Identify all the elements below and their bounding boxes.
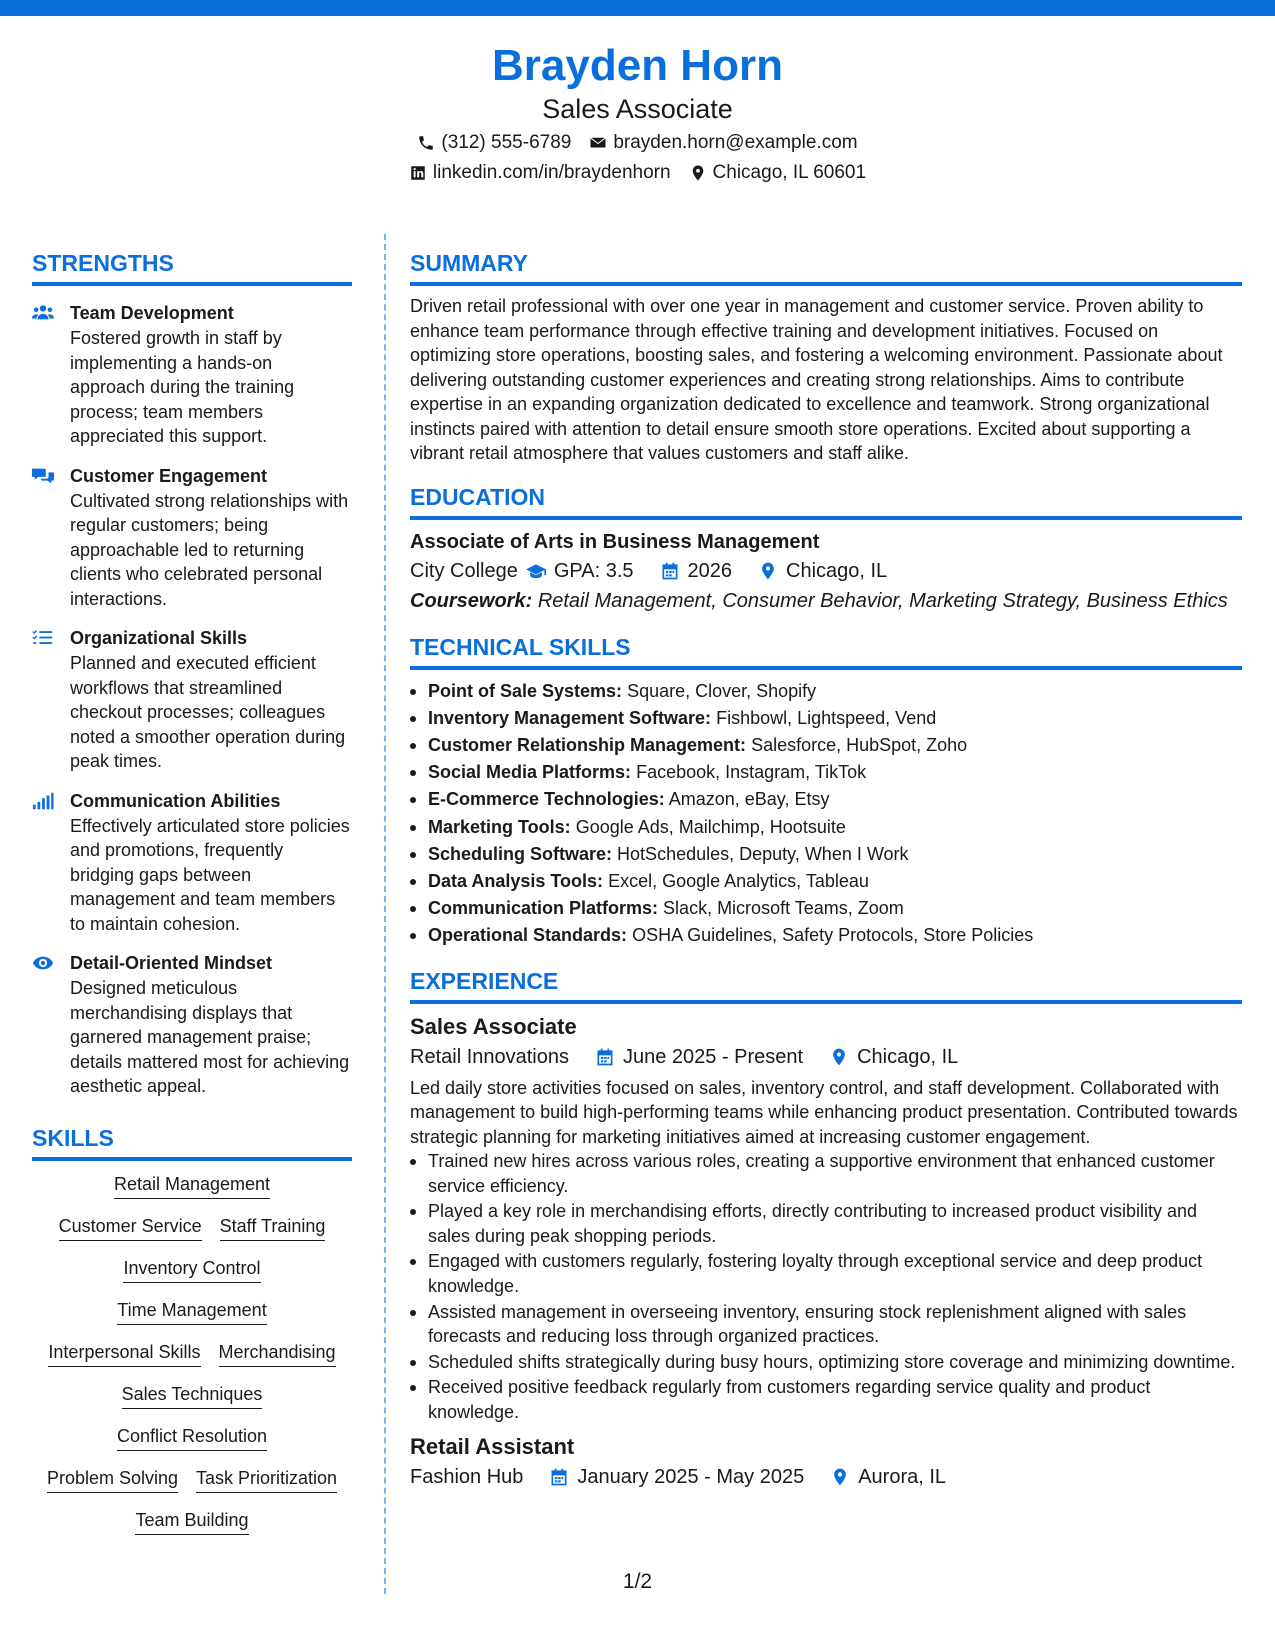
skill-tag: Problem Solving [47, 1465, 178, 1493]
location-text: Chicago, IL 60601 [712, 162, 867, 183]
skill-tag: Conflict Resolution [117, 1423, 267, 1451]
strength-title: Detail-Oriented Mindset [70, 953, 273, 973]
map-pin-icon [758, 561, 778, 581]
list-item: Scheduled shifts strategically during busy hours, optimizing store coverage and minimizing downtime. [410, 1350, 1242, 1375]
contact-row-1 [0, 130, 1275, 156]
email-text: brayden.horn@example.com [613, 132, 858, 153]
job-location: Aurora, IL [858, 1466, 947, 1489]
education-heading: EDUCATION [410, 482, 1242, 520]
list-item [410, 814, 1242, 841]
skill-tag: Customer Service [59, 1213, 202, 1241]
eye-icon [32, 953, 54, 973]
job-location: Chicago, IL [857, 1045, 959, 1068]
strength-desc: Effectively articulated store policies and promotions, frequently bridging gaps between management and team members to maintain cohesion. [70, 815, 350, 934]
linkedin-text: linkedin.com/in/braydenhorn [432, 162, 671, 183]
skills-list [32, 1171, 352, 1535]
education-year: 2026 [687, 559, 732, 582]
strength-item [32, 950, 352, 1099]
tech-skill-value: Square, Clover, Shopify [627, 680, 817, 701]
strength-title: Organizational Skills [70, 628, 248, 648]
technical-skills-heading: TECHNICAL SKILLS [410, 632, 1242, 670]
job-company: Retail Innovations [410, 1045, 569, 1068]
chat-icon [32, 466, 54, 486]
envelope-icon [589, 134, 607, 152]
contact-location [689, 160, 867, 186]
skills-heading: SKILLS [32, 1123, 352, 1161]
tech-skill-label: E-Commerce Technologies: [428, 789, 665, 810]
contact-phone[interactable] [417, 130, 571, 156]
skill-tag: Sales Techniques [122, 1381, 263, 1409]
tech-skill-label: Scheduling Software: [428, 843, 613, 864]
job-description: Led daily store activities focused on sales, inventory control, and staff development. Collaborated with management to build high-performing teams while enhancing product presentation. Contributed towards strategic planning for marketing initiatives aimed at increasing customer engagement. [410, 1077, 1238, 1147]
list-check-icon [32, 628, 54, 648]
technical-skills-list [410, 678, 1242, 950]
calendar-icon [595, 1047, 615, 1067]
tech-skill-value: Fishbowl, Lightspeed, Vend [716, 707, 937, 728]
graduation-cap-icon [526, 561, 546, 581]
list-item [410, 868, 1242, 895]
strength-desc: Fostered growth in staff by implementing a hands-on approach during the training process; team members appreciated this support. [70, 328, 295, 446]
strength-desc: Cultivated strong relationships with regular customers; being approachable led to returning clients who celebrated personal interactions. [70, 490, 349, 609]
tech-skill-value: HotSchedules, Deputy, When I Work [617, 843, 909, 864]
tech-skill-value: Google Ads, Mailchimp, Hootsuite [575, 816, 846, 837]
skill-tag: Inventory Control [123, 1255, 260, 1283]
phone-icon [417, 134, 435, 152]
tech-skill-label: Social Media Platforms: [428, 762, 632, 783]
top-accent-bar [0, 0, 1275, 16]
tech-skill-label: Inventory Management Software: [428, 707, 712, 728]
signal-bars-icon [32, 791, 54, 811]
skill-tag: Team Building [135, 1507, 248, 1535]
calendar-icon [549, 1467, 569, 1487]
list-item [410, 895, 1242, 922]
resume-header [0, 40, 1275, 186]
education-location: Chicago, IL [786, 559, 888, 582]
skill-tag: Retail Management [114, 1171, 270, 1199]
experience-heading: EXPERIENCE [410, 966, 1242, 1004]
phone-text: (312) 555-6789 [441, 132, 572, 153]
job-dates: June 2025 - Present [622, 1045, 804, 1068]
page-number: 1/2 [622, 1570, 653, 1593]
education-meta [410, 556, 1242, 586]
education-degree: Associate of Arts in Business Management [410, 530, 820, 553]
list-item [410, 841, 1242, 868]
column-divider [384, 234, 386, 1594]
job-title: Retail Assistant [410, 1434, 575, 1460]
job-title: Sales Associate [410, 1013, 577, 1039]
strength-title: Team Development [70, 303, 234, 323]
list-item [410, 786, 1242, 813]
tech-skill-value: Facebook, Instagram, TikTok [636, 762, 867, 783]
calendar-icon [660, 561, 680, 581]
right-column [410, 248, 1242, 1492]
job-meta [410, 1042, 1242, 1072]
strength-desc: Planned and executed efficient workflows that streamlined checkout processes; colleagues noted a smoother operation during peak times. [70, 653, 346, 771]
list-item: Received positive feedback regularly from customers regarding service quality and product knowledge. [410, 1375, 1242, 1424]
education-coursework [410, 586, 1242, 616]
list-item [410, 759, 1242, 786]
candidate-name: Brayden Horn [492, 41, 783, 90]
map-pin-icon [829, 1047, 849, 1067]
list-item [410, 922, 1242, 949]
strength-item [32, 788, 352, 937]
strength-desc: Designed meticulous merchandising displays that garnered management praise; details mattered most for achieving aesthetic appeal. [70, 978, 350, 1096]
left-column [32, 248, 352, 1535]
tech-skill-value: Salesforce, HubSpot, Zoho [751, 734, 968, 755]
map-pin-icon [830, 1467, 850, 1487]
strength-item [32, 625, 352, 774]
skill-tag: Task Prioritization [196, 1465, 337, 1493]
tech-skill-value: OSHA Guidelines, Safety Protocols, Store Policies [632, 925, 1034, 946]
tech-skill-label: Data Analysis Tools: [428, 870, 604, 891]
linkedin-icon [409, 164, 427, 182]
tech-skill-label: Marketing Tools: [428, 816, 571, 837]
list-item: Assisted management in overseeing inventory, ensuring stock replenishment aligned with sales forecasts and reducing loss through organized practices. [410, 1300, 1242, 1349]
strength-item [32, 463, 352, 612]
tech-skill-value: Slack, Microsoft Teams, Zoom [663, 898, 904, 919]
candidate-title: Sales Associate [542, 94, 733, 124]
strength-title: Communication Abilities [70, 790, 281, 811]
contact-email[interactable] [589, 130, 857, 156]
tech-skill-label: Point of Sale Systems: [428, 680, 623, 701]
job-meta [410, 1462, 1242, 1492]
strength-item [32, 300, 352, 449]
skill-tag: Time Management [117, 1297, 266, 1325]
skill-tag: Staff Training [220, 1213, 326, 1241]
education-school: City College [410, 559, 518, 582]
summary-heading: SUMMARY [410, 248, 1242, 286]
list-item [410, 705, 1242, 732]
list-item [410, 678, 1242, 705]
contact-linkedin[interactable] [409, 160, 671, 186]
job-bullets [410, 1149, 1242, 1424]
list-item: Trained new hires across various roles, creating a supportive environment that enhanced customer service efficiency. [410, 1149, 1242, 1198]
education-gpa: GPA: 3.5 [553, 559, 634, 582]
skill-tag: Interpersonal Skills [48, 1339, 200, 1367]
list-item: Engaged with customers regularly, fostering loyalty through exceptional service and deep product knowledge. [410, 1249, 1242, 1298]
users-icon [32, 303, 54, 323]
tech-skill-label: Customer Relationship Management: [428, 734, 747, 755]
tech-skill-label: Operational Standards: [428, 925, 628, 946]
tech-skill-value: Excel, Google Analytics, Tableau [608, 870, 869, 891]
job-company: Fashion Hub [410, 1466, 524, 1489]
coursework-text: Retail Management, Consumer Behavior, Marketing Strategy, Business Ethics [537, 589, 1228, 612]
summary-text: Driven retail professional with over one year in management and customer service. Proven ability to enhance team performance through effective training and development initiatives. Focused on optimizing store operations, boosting sales, and fostering a welcoming environment. Passionate about delivering outstanding customer experiences and creating strong relationships. Aims to contribute expertise in an expanding organization dedicated to excellence and teamwork. Strong organizational instincts paired with attention to detail ensure smooth store operations. Excited about supporting a vibrant retail atmosphere that values customers and staff alike. [410, 296, 1223, 463]
tech-skill-value: Amazon, eBay, Etsy [668, 789, 830, 810]
strengths-heading: STRENGTHS [32, 248, 352, 286]
list-item: Played a key role in merchandising efforts, directly contributing to increased product visibility and sales during peak shopping periods. [410, 1199, 1242, 1248]
coursework-label: Coursework: [410, 589, 533, 612]
tech-skill-label: Communication Platforms: [428, 898, 659, 919]
strength-title: Customer Engagement [70, 465, 268, 486]
map-pin-icon [689, 164, 707, 182]
list-item [410, 732, 1242, 759]
contact-row-2 [0, 160, 1275, 186]
skill-tag: Merchandising [219, 1339, 336, 1367]
job-dates: January 2025 - May 2025 [577, 1466, 805, 1489]
